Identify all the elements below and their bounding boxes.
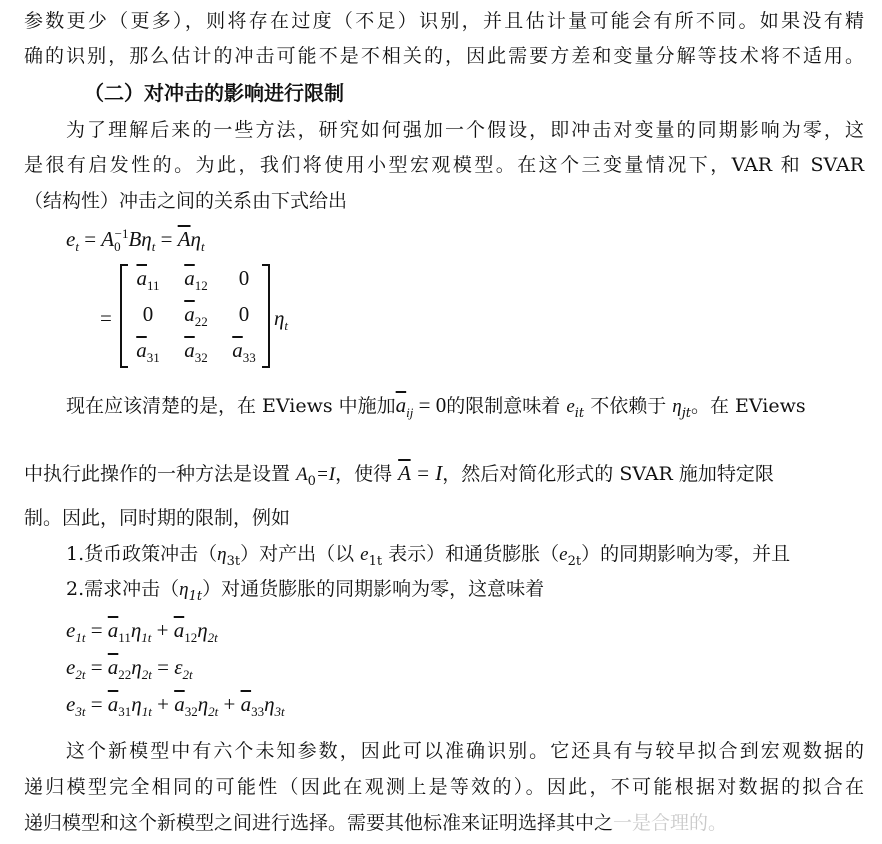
paragraph-1-line-2: 确的识别，那么估计的冲击可能不是不相关的，因此需要方差和变量分解等技术将不适用。: [24, 45, 864, 67]
matrix-cell-22: $\overline{a}_{22}$: [184, 302, 208, 330]
list-item-1: 1.货币政策冲击$(\eta_{3t})$对产出（以 $e_{1t}$ 表示）和通货膨胀$(e_{2t})$的同期影响为零，并且: [66, 543, 791, 569]
paragraph-4-line-2: 制。因此，同时期的限制，例如: [24, 507, 291, 529]
matrix-cell-31: $\overline{a}_{31}$: [136, 338, 160, 366]
paragraph-5-line-1: 这个新模型中有六个未知参数，因此可以准确识别。它还具有与较早拟合到宏观数据的: [66, 740, 864, 762]
paragraph-4-line-1: 中执行此操作的一种方法是设置 $A_0=I$，使得 $\overline{A} = I$，然后对简化形式的 SVAR 施加特定限: [24, 461, 774, 489]
matrix-cell-13: 0: [238, 266, 250, 290]
matrix-equals-sign: =: [100, 306, 112, 330]
matrix-cell-32: $\overline{a}_{32}$: [184, 338, 208, 366]
matrix-cell-23: 0: [238, 302, 250, 326]
matrix-cell-12: $\overline{a}_{12}$: [184, 266, 208, 294]
list-item-2: 2.需求冲击$(\eta_{1t})$对通货膨胀的同期影响为零，这意味着: [66, 578, 545, 604]
paragraph-2-line-2: 是很有启发性的。为此，我们将使用小型宏观模型。在这个三变量情况下，VAR 和 SVAR: [24, 154, 864, 176]
matrix-cell-33: $\overline{a}_{33}$: [232, 338, 256, 366]
matrix-eta: $\eta_t$: [274, 306, 289, 334]
paragraph-5-line-3: 递归模型和这个新模型之间进行选择。需要其他标准来证明选择其中之一是合理的。: [24, 812, 728, 834]
matrix-abar: [120, 262, 270, 372]
equation-impact: $e_t = A_0^{-1}B\eta_t = \overline{A}\eta_t$: [66, 226, 205, 255]
paragraph-1-line-1: 参数更少（更多），则将存在过度（不足）识别，并且估计量可能会有所不同。如果没有精: [24, 10, 864, 32]
matrix-cell-11: $\overline{a}_{11}$: [136, 266, 160, 294]
paragraph-3-line-1: 现在应该清楚的是，在 EViews 中施加$\overline{a}_{ij} = 0$的限制意味着 $e_{it}$ 不依赖于 $\eta_{jt}$。在 EViews: [66, 393, 806, 421]
matrix-cell-21: 0: [142, 302, 154, 326]
equation-e2: $e_{2t} = \overline{a}_{22}\eta_{2t} = \varepsilon_{2t}$: [66, 655, 193, 683]
equation-e1: $e_{1t} = \overline{a}_{11}\eta_{1t} + \overline{a}_{12}\eta_{2t}$: [66, 618, 218, 646]
section-heading: （二）对冲击的影响进行限制: [84, 81, 344, 105]
paragraph-2-line-3: （结构性）冲击之间的关系由下式给出: [24, 190, 348, 212]
paragraph-5-line-2: 递归模型完全相同的可能性（因此在观测上是等效的）。因此，不可能根据对数据的拟合在: [24, 776, 864, 798]
paragraph-2-line-1: 为了理解后来的一些方法，研究如何强加一个假设，即冲击对变量的同期影响为零，这: [66, 119, 864, 141]
equation-e3: $e_{3t} = \overline{a}_{31}\eta_{1t} + \overline{a}_{32}\eta_{2t} + \overline{a}_{33}\eta_{3t}$: [66, 692, 285, 720]
